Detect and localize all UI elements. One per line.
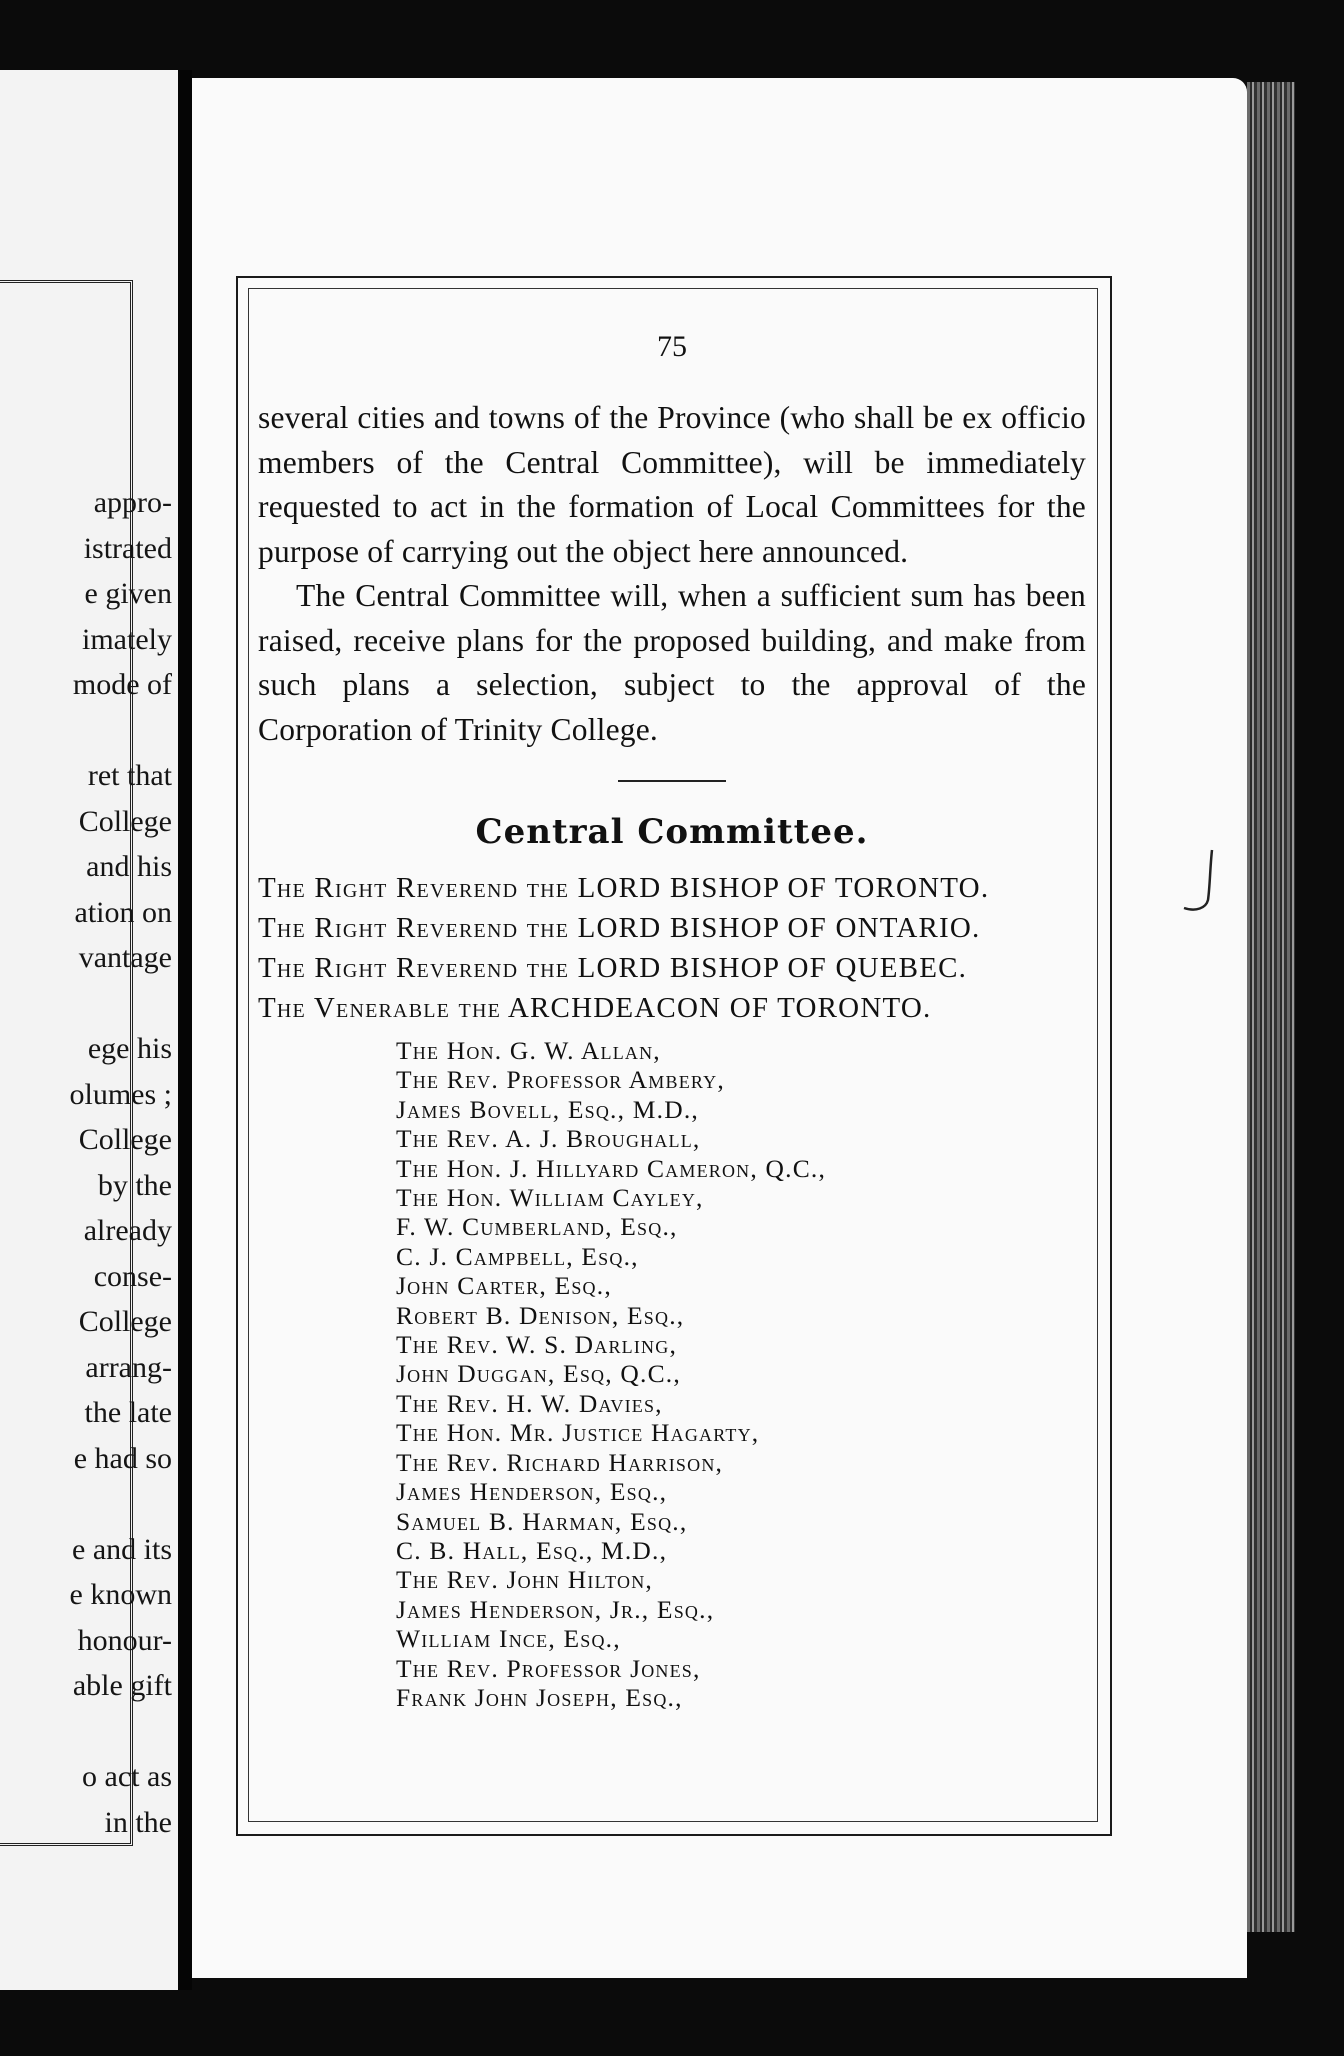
left-page-line: vantage: [78, 941, 172, 974]
member-name: Frank John Joseph, Esq.,: [396, 1682, 683, 1712]
left-page-line: by the: [97, 1168, 172, 1202]
left-page-line: and his: [86, 850, 172, 883]
left-page-line: istrated: [83, 531, 172, 565]
left-page-line: honour-: [77, 1623, 172, 1657]
left-page-line: [42, 1481, 172, 1527]
left-page-line: ret that: [87, 759, 172, 792]
member-name: Robert B. Denison, Esq.,: [396, 1300, 685, 1330]
member-name: James Henderson, Jr., Esq.,: [396, 1594, 715, 1624]
members-list: [396, 1036, 1086, 1712]
left-page-line: College: [78, 804, 172, 838]
pencil-mark: [1180, 848, 1220, 918]
left-page-line: e given: [84, 577, 172, 610]
left-page-text: [42, 480, 172, 1845]
member-name: John Carter, Esq.,: [396, 1271, 612, 1301]
member-name: The Hon. William Cayley,: [396, 1183, 704, 1213]
official-line: The Venerable the ARCHDEACON OF TORONTO.: [258, 992, 932, 1024]
left-page: [0, 70, 181, 1990]
official-line: The Right Reverend the LORD BISHOP OF QUEBEC.: [258, 952, 968, 984]
member-name: The Rev. John Hilton,: [396, 1565, 653, 1595]
left-page-line: appro-: [93, 486, 172, 519]
member-name: C. B. Hall, Esq., M.D.,: [396, 1535, 668, 1565]
member-name: The Hon. J. Hillyard Cameron, Q.C.,: [396, 1153, 827, 1183]
officials-list: [258, 868, 1086, 1028]
member-name: C. J. Campbell, Esq.,: [396, 1241, 639, 1271]
left-page-line: able gift: [72, 1669, 172, 1702]
left-page-line: arrang-: [85, 1350, 172, 1384]
left-page-line: [42, 708, 172, 754]
official-line: The Right Reverend the LORD BISHOP OF TORONTO.: [258, 872, 990, 904]
section-divider: [618, 780, 726, 782]
member-name: The Rev. Richard Harrison,: [396, 1447, 724, 1477]
member-name: John Duggan, Esq, Q.C.,: [396, 1359, 681, 1389]
member-name: The Rev. W. S. Darling,: [396, 1330, 678, 1360]
left-page-line: College: [78, 1305, 172, 1338]
member-name: William Ince, Esq.,: [396, 1624, 621, 1654]
member-name: The Hon. Mr. Justice Hagarty,: [396, 1418, 760, 1448]
member-name: F. W. Cumberland, Esq.,: [396, 1212, 678, 1242]
left-page-line: College: [78, 1123, 172, 1156]
left-page-line: o act as: [82, 1760, 172, 1793]
book-gutter: [178, 70, 192, 1990]
left-page-line: e had so: [73, 1441, 172, 1475]
member-name: James Henderson, Esq.,: [396, 1477, 668, 1507]
member-name: The Rev. H. W. Davies,: [396, 1388, 663, 1418]
left-page-line: already: [83, 1214, 172, 1247]
left-page-line: [42, 1709, 172, 1755]
page-number: 75: [657, 330, 687, 363]
left-page-line: the late: [84, 1396, 172, 1429]
member-name: The Rev. Professor Ambery,: [396, 1065, 725, 1095]
left-page-line: olumes ;: [69, 1077, 172, 1111]
left-page-line: e and its: [72, 1532, 172, 1566]
member-name: The Hon. G. W. Allan,: [396, 1036, 661, 1065]
left-page-line: imately: [82, 622, 172, 656]
member-name: The Rev. A. J. Broughall,: [396, 1124, 701, 1154]
left-page-line: conse-: [93, 1259, 172, 1293]
section-heading: Central Committee.: [475, 812, 869, 852]
page-content: [258, 300, 1086, 1800]
left-page-line: ege his: [87, 1032, 172, 1065]
official-line: The Right Reverend the LORD BISHOP OF ONTARIO.: [258, 912, 981, 944]
left-page-line: [42, 981, 172, 1027]
paragraph-2: The Central Committee will, when a sufficient sum has been raised, receive plans for the proposed building, and make from such plans a selection, subject to the approval of the Corporation of Trinity College.: [258, 578, 1086, 747]
member-name: Samuel B. Harman, Esq.,: [396, 1506, 688, 1536]
paragraph-1: several cities and towns of the Province (who shall be ex officio members of the Central Committee), will be immediately requested to act in the formation of Local Committees for the purpose of carrying out the object here announced.: [258, 400, 1086, 569]
left-page-line: mode of: [72, 668, 172, 701]
page-edges: [1247, 82, 1295, 1932]
left-page-line: in the: [104, 1805, 172, 1839]
member-name: The Rev. Professor Jones,: [396, 1653, 701, 1683]
left-page-line: ation on: [74, 895, 172, 929]
left-page-line: e known: [69, 1578, 172, 1611]
member-name: James Bovell, Esq., M.D.,: [396, 1094, 699, 1124]
